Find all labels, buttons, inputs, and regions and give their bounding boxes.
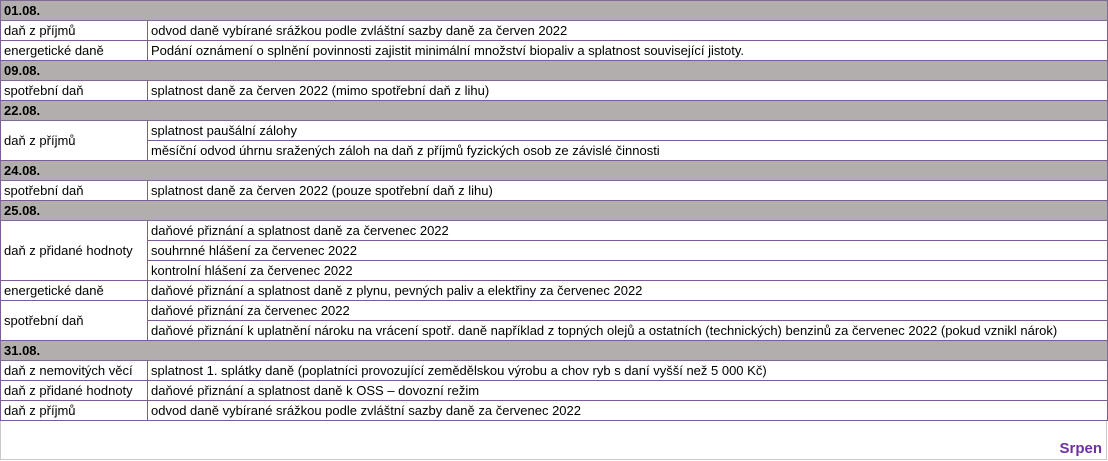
table-row	[1, 41, 1108, 61]
deadline-description: daňové přiznání a splatnost daně k OSS – dovozní režim	[148, 381, 1108, 401]
date-label: 22.08.	[1, 101, 1108, 121]
date-label: 09.08.	[1, 61, 1108, 81]
tax-category: daň z přidané hodnoty	[1, 221, 148, 281]
tax-category: spotřební daň	[1, 301, 148, 341]
tax-category: daň z nemovitých věcí	[1, 361, 148, 381]
table-row	[1, 241, 1108, 261]
date-row	[1, 161, 1108, 181]
table-row	[1, 141, 1108, 161]
tax-category: daň z přidané hodnoty	[1, 381, 148, 401]
table-row	[1, 261, 1108, 281]
deadline-description: splatnost daně za červen 2022 (mimo spotřební daň z lihu)	[148, 81, 1108, 101]
date-label: 24.08.	[1, 161, 1108, 181]
date-row	[1, 201, 1108, 221]
deadline-description: měsíční odvod úhrnu sražených záloh na daň z příjmů fyzických osob ze závislé činnosti	[148, 141, 1108, 161]
table-row	[1, 401, 1108, 421]
date-label: 25.08.	[1, 201, 1108, 221]
deadline-description: splatnost paušální zálohy	[148, 121, 1108, 141]
deadline-description: daňové přiznání a splatnost daně za červenec 2022	[148, 221, 1108, 241]
tax-category: daň z příjmů	[1, 401, 148, 421]
tax-category: energetické daně	[1, 41, 148, 61]
table-row	[1, 301, 1108, 321]
deadline-description: kontrolní hlášení za červenec 2022	[148, 261, 1108, 281]
date-row	[1, 101, 1108, 121]
month-label: Srpen	[1059, 440, 1102, 457]
table-row	[1, 181, 1108, 201]
deadline-description: Podání oznámení o splnění povinnosti zajistit minimální množství biopaliv a splatnost související jistoty.	[148, 41, 1108, 61]
table-row	[1, 221, 1108, 241]
date-label: 31.08.	[1, 341, 1108, 361]
deadline-description: odvod daně vybírané srážkou podle zvláštní sazby daně za červenec 2022	[148, 401, 1108, 421]
date-row	[1, 1, 1108, 21]
deadline-description: splatnost daně za červen 2022 (pouze spotřební daň z lihu)	[148, 181, 1108, 201]
tax-category: daň z příjmů	[1, 21, 148, 41]
date-row	[1, 61, 1108, 81]
deadline-description: souhrnné hlášení za červenec 2022	[148, 241, 1108, 261]
table-row	[1, 381, 1108, 401]
table-row	[1, 361, 1108, 381]
deadline-description: splatnost 1. splátky daně (poplatníci provozující zemědělskou výrobu a chov ryb s daní vyšší než 5 000 Kč)	[148, 361, 1108, 381]
deadline-description: daňové přiznání a splatnost daně z plynu, pevných paliv a elektřiny za červenec 2022	[148, 281, 1108, 301]
table-row	[1, 121, 1108, 141]
table-row	[1, 81, 1108, 101]
deadline-description: daňové přiznání k uplatnění nároku na vrácení spotř. daně například z topných olejů a ostatních (technických) benzinů za červenec 2022 (pokud vznikl nárok)	[148, 321, 1108, 341]
table-row	[1, 321, 1108, 341]
tax-category: spotřební daň	[1, 81, 148, 101]
date-row	[1, 341, 1108, 361]
tax-category: energetické daně	[1, 281, 148, 301]
deadline-description: odvod daně vybírané srážkou podle zvláštní sazby daně za červen 2022	[148, 21, 1108, 41]
table-row	[1, 281, 1108, 301]
date-label: 01.08.	[1, 1, 1108, 21]
tax-category: daň z příjmů	[1, 121, 148, 161]
table-row	[1, 21, 1108, 41]
tax-category: spotřební daň	[1, 181, 148, 201]
deadline-description: daňové přiznání za červenec 2022	[148, 301, 1108, 321]
